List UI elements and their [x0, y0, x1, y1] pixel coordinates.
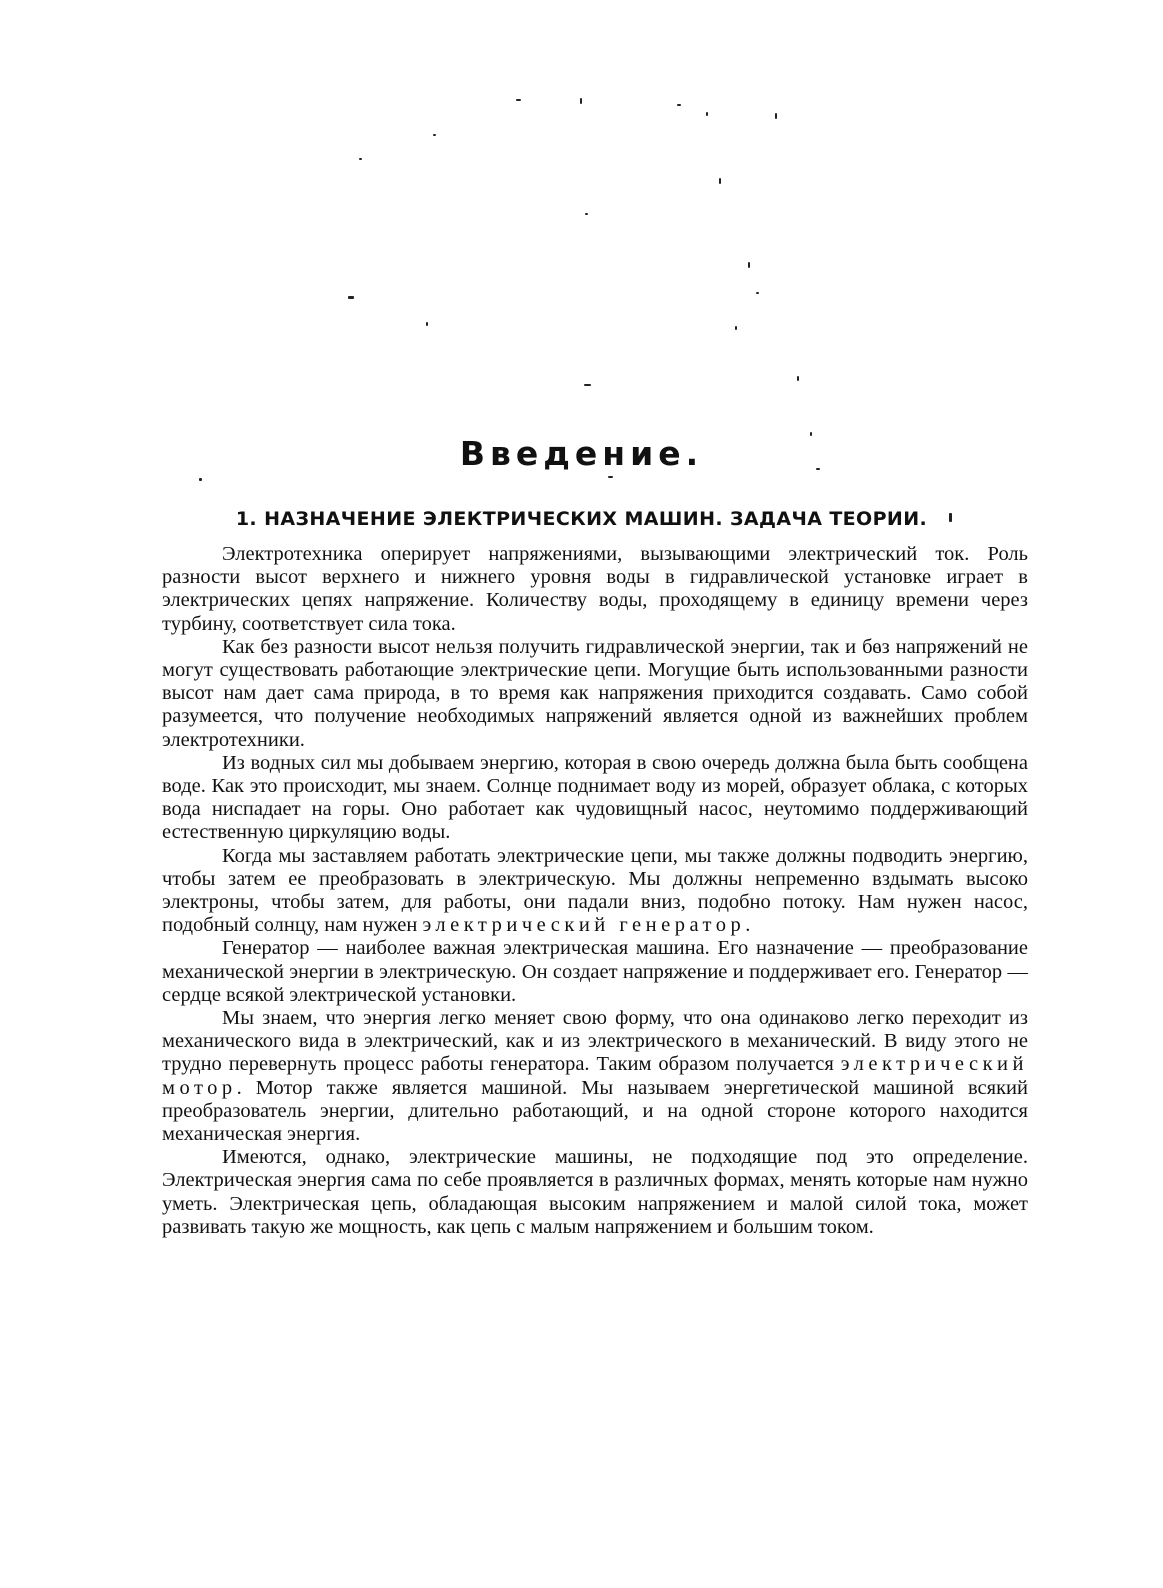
paragraph: Генератор — наиболее важная электрическая машина. Его назначение — преобразование механической энергии в электрическую. Он создает напряжение и поддерживает его. Генератор — сердце всякой электрической установки.	[162, 937, 1028, 1006]
scan-speck	[348, 296, 354, 299]
paragraph	[162, 845, 1028, 938]
emphasis-term: электрический генератор	[422, 914, 746, 937]
scan-speck	[199, 478, 202, 481]
paragraph-text: Когда мы заставляем работать электрические цепи, мы также должны подводить энергию, чтобы затем ее преобразовать в электрическую. Мы должны непременно вздымать высоко электроны, чтобы затем, для работы, они падали вниз, подобно потоку. Нам нужен насос, подобный солнцу, нам нужен	[162, 844, 1028, 937]
scan-speck	[756, 292, 759, 294]
scan-speck	[584, 384, 591, 386]
scan-speck	[719, 178, 721, 184]
scan-speck	[585, 213, 588, 215]
paragraph: Как без разности высот нельзя получить гидравлической энергии, так и без напряжений не могут существовать работающие электрические цепи. Могущие быть использованными разности высот нам дает сама природа, в то время как напряжения приходится создавать. Само собой разумеется, что получение необходимых напряжений является одной из важнейших проблем электротехники.	[162, 635, 1028, 751]
scan-speck	[706, 112, 708, 116]
scan-speck	[359, 158, 362, 160]
scan-speck	[748, 262, 750, 268]
section-title: 1. НАЗНАЧЕНИЕ ЭЛЕКТРИЧЕСКИХ МАШИН. ЗАДАЧА ТЕОРИИ.	[235, 507, 928, 530]
scan-speck	[516, 99, 521, 101]
scan-speck	[775, 113, 777, 119]
scan-speck	[677, 104, 681, 106]
body-text	[162, 543, 1028, 1239]
emphasis-term: электрический мотор	[162, 1053, 1028, 1099]
paragraph: Из водных сил мы добываем энергию, которая в свою очередь должна была быть сообщена воде. Как это происходит, мы знаем. Солнце поднимает воду из морей, образует облака, с которых вода ниспадает на горы. Оно работает как чудовищный насос, неутомимо поддерживающий естественную циркуляцию воды.	[162, 751, 1028, 844]
paragraph: Электротехника оперирует напряжениями, вызывающими электрический ток. Роль разности высот верхнего и нижнего уровня воды в гидравлической установке играет в электрических цепях напряжение. Количеству воды, проходящему в единицу времени через турбину, соответствует сила тока.	[162, 543, 1028, 635]
chapter-title: Введение.	[459, 434, 704, 474]
scan-speck	[580, 98, 582, 104]
scan-speck	[735, 326, 737, 330]
paragraph-text: .	[745, 914, 751, 937]
paragraph-text: Мы знаем, что энергия легко меняет свою форму, что она одинаково легко переходит из механического вида в электрический, как и из электрического в механический. В виду этого не трудно перевернуть процесс работы генератора. Таким образом получается	[162, 1007, 1028, 1076]
scan-speck	[797, 376, 799, 381]
scan-speck	[608, 476, 613, 478]
paragraph: Имеются, однако, электрические машины, не подходящие под это определение. Электрическая энергия сама по себе проявляется в различных формах, менять которые нам нужно уметь. Электрическая цепь, обладающая высоким напряжением и малой силой тока, может развивать такую же мощность, как цепь с малым напряжением и большим током.	[162, 1146, 1028, 1238]
paragraph-text: . Мотор также является машиной. Мы называем энергетической машиной всякий преобразователь энергии, длительно работающий, и на одной стороне которого находится механическая энергия.	[162, 1076, 1028, 1146]
scan-speck	[426, 322, 428, 326]
paragraph	[162, 1007, 1028, 1146]
scan-speck	[433, 134, 436, 136]
